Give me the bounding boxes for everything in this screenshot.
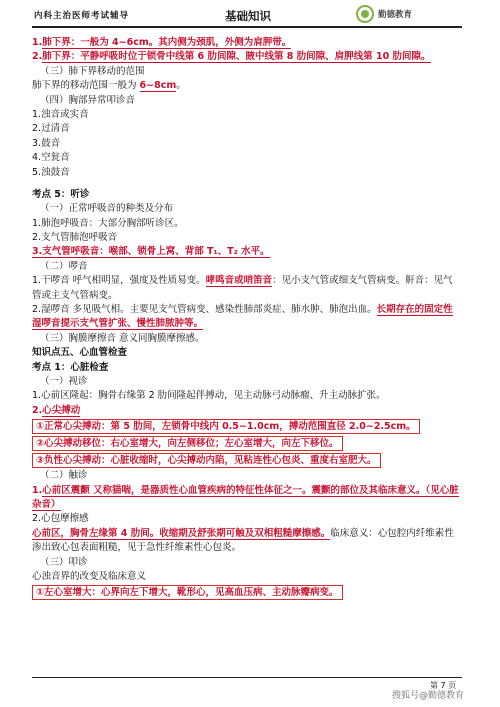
text-line — [32, 151, 464, 165]
text-line — [32, 274, 464, 288]
text-segment: 心浊音界的改变及临床意义 — [32, 570, 147, 582]
text-segment: 1.干啰音 呼气相明显，强度及性质易变。 — [32, 275, 206, 287]
text-segment: 6~8cm — [139, 80, 177, 92]
text-segment: 5.浊鼓音 — [32, 166, 70, 178]
text-segment: 3.鼓音 — [32, 137, 61, 149]
text-segment: ①正常心尖搏动：第 5 肋间，左锁骨中线内 0.5~1.0cm，搏动范围直径 2.0~2.5cm。 — [32, 419, 420, 434]
text-segment: 。 — [176, 80, 186, 92]
text-line — [32, 188, 464, 202]
text-segment: （四）胸部异常叩诊音 — [40, 94, 136, 106]
text-segment: 2.湿啰音 多见吸气相。主要见支气管病变、感染性肺部炎症、肺水肿、肺泡出血。 — [32, 304, 377, 316]
text-segment: 3.支气管呼吸音：喉部、锁骨上窝、背部 T₁、T₂ 水平。 — [32, 246, 270, 258]
text-segment: 1.肺泡呼吸音：大部分胸部听诊区。 — [32, 217, 184, 229]
text-segment: 管或主支气管病变。 — [32, 289, 118, 301]
text-segment: 肺下界：一般为 4~6cm。其内侧为颈肌，外侧为肩胛带。 — [42, 37, 292, 48]
text-segment: 长期存在的固定性 — [376, 304, 453, 316]
text-line — [32, 166, 464, 180]
text-segment: ③负性心尖搏动：心脏收缩时，心尖搏动内陷，见粘连性心包炎、重度右室肥大。 — [32, 453, 381, 468]
text-segment: 1.浊音或实音 — [32, 108, 89, 120]
text-line — [32, 404, 464, 418]
footer-divider — [32, 677, 462, 678]
text-segment: （一）视诊 — [40, 375, 88, 387]
text-segment: 临床意义：心包腔内纤维素性 — [330, 527, 454, 539]
text-segment: 知识点五、心血管检查 — [32, 347, 128, 359]
text-segment: 2. — [32, 404, 43, 416]
text-line — [32, 498, 464, 512]
page-number: 第 7 页 — [430, 681, 457, 690]
text-segment: （三）叩诊 — [40, 556, 88, 568]
text-line — [32, 556, 464, 570]
text-segment: ②心尖搏动移位：右心室增大，向左侧移位；左心室增大，向左下移位。 — [32, 436, 343, 451]
text-line — [32, 452, 464, 469]
text-line — [32, 469, 464, 483]
text-line — [32, 584, 464, 601]
text-segment: （二）触诊 — [40, 470, 88, 482]
header-section-title: 基础知识 — [225, 9, 271, 23]
text-segment: 心前区震颤 又称猫喘，是器质性心血管疾病的特征性体征之一。震颤的部位及其临床意义。（见心脏 — [42, 484, 459, 496]
text-line — [32, 231, 464, 245]
text-line — [32, 79, 464, 93]
text-line — [32, 108, 464, 122]
text-segment: 哮鸣音或哨笛音 — [205, 275, 273, 287]
text-segment: 2. — [32, 51, 43, 63]
text-segment: 杂音） — [32, 498, 61, 510]
header-divider — [32, 26, 462, 28]
text-line — [32, 346, 464, 360]
brand-logo-icon — [356, 5, 374, 23]
text-segment: 2.心包摩擦感 — [32, 513, 89, 525]
text-line — [32, 541, 464, 555]
text-line — [32, 122, 464, 136]
text-segment: 肺下界的移动范围一般为 — [32, 80, 140, 92]
text-line — [32, 418, 464, 435]
text-segment: 考点 1：心脏检查 — [32, 361, 109, 373]
page-header — [0, 0, 500, 30]
text-segment: 4.空瓮音 — [32, 152, 70, 164]
text-segment: （二）啰音 — [40, 260, 88, 272]
text-segment: 湿啰音提示支气管扩张、慢性肺脓肿等。 — [32, 318, 204, 330]
text-line — [32, 137, 464, 151]
text-line — [32, 361, 464, 375]
text-segment: 1.心前区隆起：胸骨右缘第 2 肋间隆起伴搏动，见主动脉弓动脉瘤、升主动脉扩张。 — [32, 390, 386, 402]
text-segment: 2.支气管肺泡呼吸音 — [32, 232, 118, 244]
text-line — [32, 245, 464, 259]
watermark: 搜狐号@勤德教育 — [392, 691, 465, 701]
text-segment: 考点 5：听诊 — [32, 188, 90, 200]
text-segment: ①左心室增大：心界向左下增大，靴形心，见高血压病、主动脉瓣病变。 — [32, 585, 343, 600]
text-line — [32, 527, 464, 541]
text-segment: 肺下界：平静呼吸时位于锁骨中线第 6 肋间隙、腋中线第 8 肋间隙、肩胛线第 10 肋间隙。 — [42, 51, 431, 63]
text-line — [32, 217, 464, 231]
text-line — [32, 36, 464, 50]
text-segment: 心尖搏动 — [42, 404, 81, 416]
text-line — [32, 94, 464, 108]
text-segment: 1. — [32, 484, 43, 496]
text-line — [32, 317, 464, 331]
text-segment: ：见小支气管或细支气管病变。鼾音：见气 — [272, 275, 453, 287]
text-line — [32, 570, 464, 584]
text-segment: （三）胸膜摩擦音 意义同胸膜摩擦感。 — [40, 332, 205, 344]
text-line — [32, 375, 464, 389]
text-line — [32, 389, 464, 403]
text-line — [32, 332, 464, 346]
text-segment: （三）肺下界移动的范围 — [40, 65, 145, 77]
text-line — [32, 303, 464, 317]
text-line — [32, 50, 464, 64]
text-line — [32, 484, 464, 498]
text-line — [32, 435, 464, 452]
text-segment: 渗出致心包表面粗糙，见于急性纤维素性心包炎。 — [32, 542, 242, 554]
text-segment: （一）正常呼吸音的种类及分布 — [40, 203, 174, 215]
brand-logo — [356, 5, 452, 25]
text-segment: 1. — [32, 37, 43, 48]
text-line — [32, 260, 464, 274]
header-book-title: 内科主治医师考试辅导 — [34, 11, 130, 21]
text-segment: 心前区，胸骨左缘第 4 肋间。收缩期及舒张期可触及双相粗糙摩擦感。 — [32, 527, 331, 539]
text-line — [32, 512, 464, 526]
document-body — [32, 36, 464, 601]
text-line — [32, 202, 464, 216]
text-segment: 2.过清音 — [32, 123, 70, 135]
text-line — [32, 289, 464, 303]
text-line — [32, 65, 464, 79]
brand-name: 勤德教育 — [378, 10, 413, 20]
